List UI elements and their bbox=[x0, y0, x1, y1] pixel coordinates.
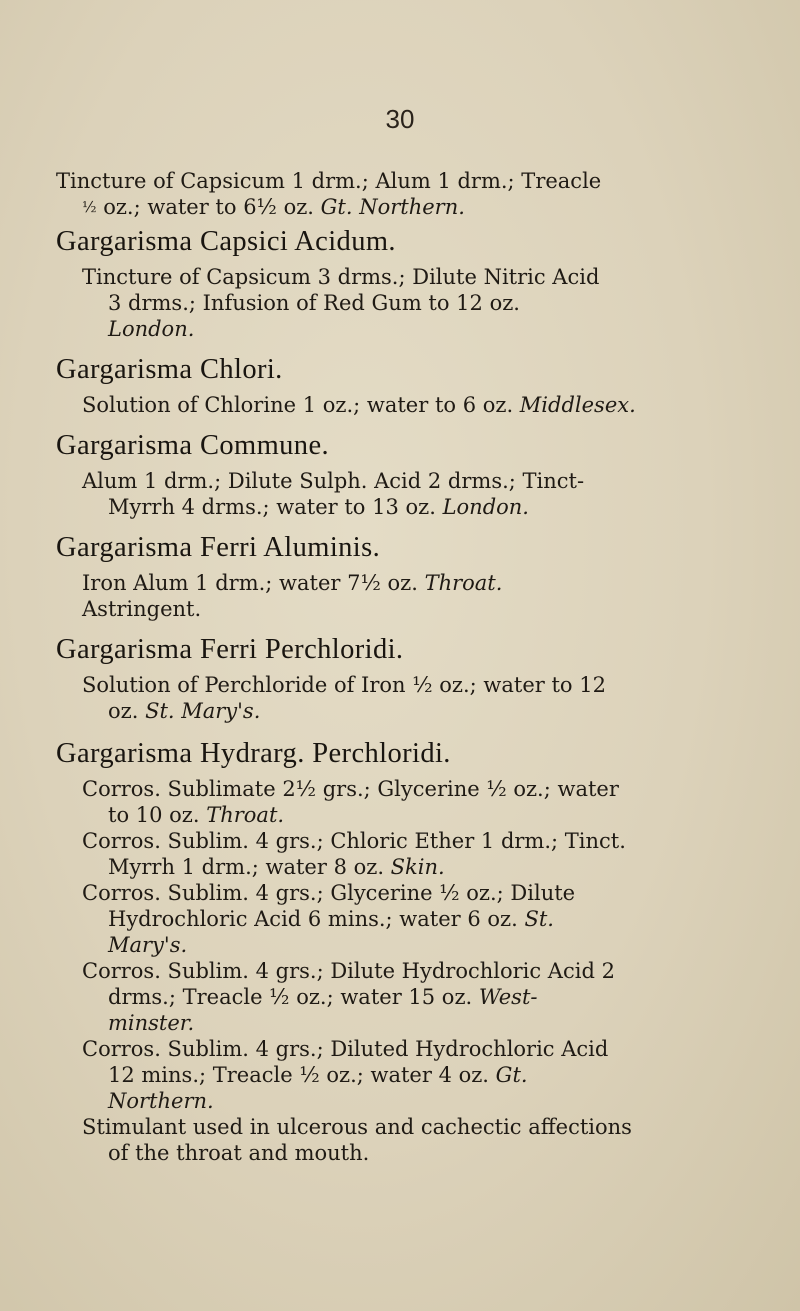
source-label: London. bbox=[442, 495, 529, 519]
text-line: ½ oz.; water to 6½ oz. Gt. Northern. bbox=[82, 195, 465, 219]
text-line: to 10 oz. Throat. bbox=[108, 803, 285, 827]
text-line: Tincture of Capsicum 3 drms.; Dilute Nitric Acid bbox=[82, 265, 600, 289]
page-number: 30 bbox=[385, 104, 415, 134]
page-content bbox=[56, 168, 756, 1166]
section-heading: Gargarisma Ferri Perchloridi. bbox=[56, 634, 404, 665]
source-label: Throat. bbox=[206, 803, 285, 827]
source-label: London. bbox=[108, 317, 195, 341]
text-line: 12 mins.; Treacle ½ oz.; water 4 oz. Gt. bbox=[108, 1063, 528, 1087]
text-line: Corros. Sublim. 4 grs.; Dilute Hydrochloric Acid 2 bbox=[82, 959, 615, 983]
text-line: oz. St. Mary's. bbox=[108, 699, 261, 723]
source-label: St. bbox=[524, 907, 554, 931]
source-label: St. Mary's. bbox=[145, 699, 261, 723]
source-label: Throat. bbox=[424, 571, 503, 595]
text-line: Corros. Sublim. 4 grs.; Glycerine ½ oz.; Dilute bbox=[82, 881, 576, 905]
source-label: Middlesex. bbox=[519, 393, 636, 417]
text-line: Myrrh 1 drm.; water 8 oz. Skin. bbox=[108, 855, 445, 879]
text-line: Corros. Sublim. 4 grs.; Chloric Ether 1 drm.; Tinct. bbox=[82, 829, 626, 853]
section-heading: Gargarisma Chlori. bbox=[56, 354, 283, 385]
text-line: Iron Alum 1 drm.; water 7½ oz. Throat. bbox=[82, 571, 503, 595]
text-line: of the throat and mouth. bbox=[108, 1141, 370, 1165]
source-label: Skin. bbox=[390, 855, 445, 879]
text-line bbox=[56, 316, 756, 342]
section-heading: Gargarisma Capsici Acidum. bbox=[56, 226, 396, 257]
text-line bbox=[56, 1010, 756, 1036]
section-heading: Gargarisma Ferri Aluminis. bbox=[56, 532, 381, 563]
section-capsici-acidum bbox=[56, 224, 756, 342]
text-line: Tincture of Capsicum 1 drm.; Alum 1 drm.; Treacle bbox=[56, 169, 602, 193]
text-line: Corros. Sublimate 2½ grs.; Glycerine ½ oz.; water bbox=[82, 777, 619, 801]
text-line: Solution of Perchloride of Iron ½ oz.; water to 12 bbox=[82, 673, 606, 697]
source-label: minster. bbox=[108, 1011, 195, 1035]
text-line: Hydrochloric Acid 6 mins.; water 6 oz. St. bbox=[108, 907, 554, 931]
section-hydrarg-perchloridi bbox=[56, 736, 756, 1166]
section-heading: Gargarisma Commune. bbox=[56, 430, 330, 461]
text-line: Astringent. bbox=[82, 597, 202, 621]
text-line bbox=[56, 1088, 756, 1114]
text-line: Solution of Chlorine 1 oz.; water to 6 oz. Middlesex. bbox=[82, 393, 636, 417]
text-line: drms.; Treacle ½ oz.; water 15 oz. West- bbox=[108, 985, 538, 1009]
text-line: 3 drms.; Infusion of Red Gum to 12 oz. bbox=[108, 291, 520, 315]
fraction: ½ bbox=[82, 198, 97, 216]
section-chlori bbox=[56, 352, 756, 418]
source-label: Gt. bbox=[495, 1063, 528, 1087]
section-ferri-aluminis bbox=[56, 530, 756, 622]
source-label: Mary's. bbox=[108, 933, 188, 957]
source-label: West- bbox=[478, 985, 538, 1009]
text-line: Alum 1 drm.; Dilute Sulph. Acid 2 drms.; Tinct- bbox=[82, 469, 585, 493]
source-label: Gt. Northern. bbox=[320, 195, 465, 219]
text-line: Myrrh 4 drms.; water to 13 oz. London. bbox=[108, 495, 529, 519]
source-label: Northern. bbox=[108, 1089, 214, 1113]
intro-formula bbox=[56, 168, 756, 220]
section-heading: Gargarisma Hydrarg. Perchloridi. bbox=[56, 738, 451, 769]
text-line bbox=[56, 932, 756, 958]
text-line: Stimulant used in ulcerous and cachectic affections bbox=[82, 1115, 632, 1139]
section-ferri-perchloridi bbox=[56, 632, 756, 724]
section-commune bbox=[56, 428, 756, 520]
text-line: Corros. Sublim. 4 grs.; Diluted Hydrochloric Acid bbox=[82, 1037, 609, 1061]
